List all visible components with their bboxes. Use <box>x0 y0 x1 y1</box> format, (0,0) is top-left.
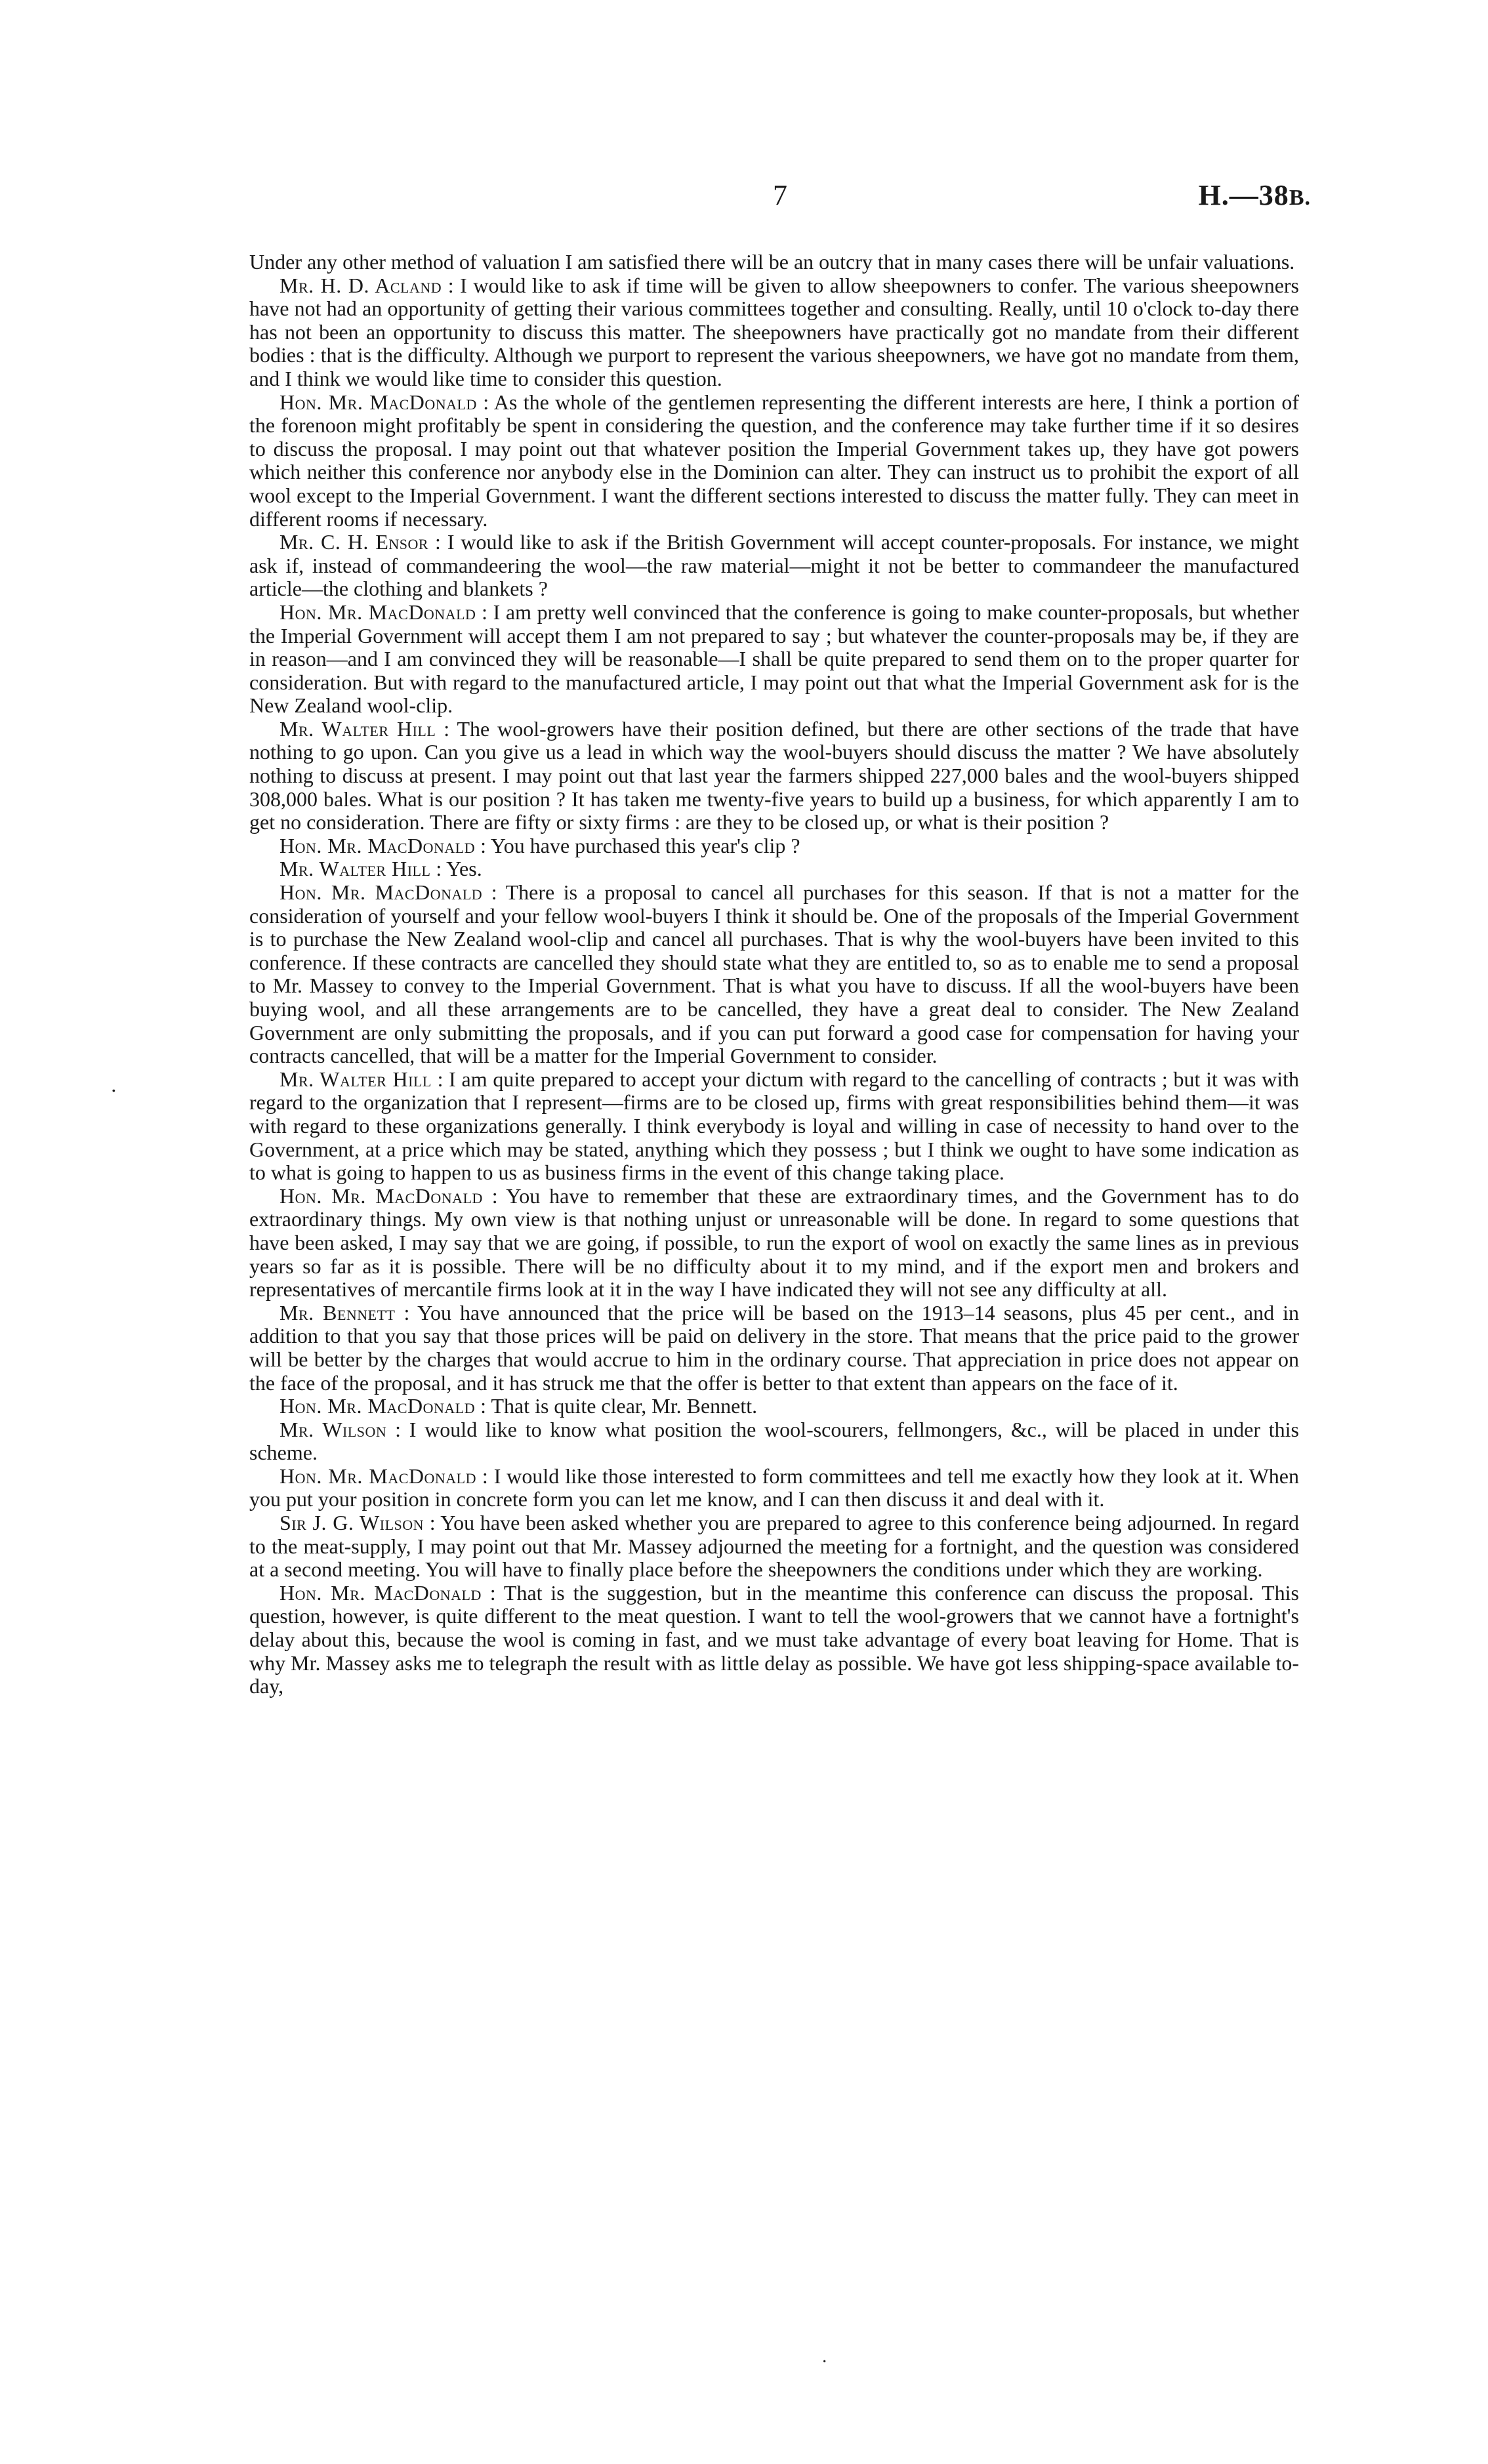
paragraph-text: : You have to remember that these are extraordinary times, and the Government has to do extraordinary things. My own view is that nothing unjust or unreasonable will be done. In regard to some questions that have been asked, I may say that we are going, if possible, to run the export of wool on exactly the same lines as in previous years so far as it is possible. There will be no difficulty about it to my mind, and if the export men and brokers and representatives of mercantile firms look at it in the way I have indicated they will not see any difficulty at all. <box>249 1183 1300 1302</box>
paragraph-text: : The wool-growers have their position defined, but there are other sections of the trade that have nothing to go upon. Can you give us a lead in which way the wool-buyers should discuss the matter ? We have absolutely nothing to discuss at present. I may point out that last year the farmers shipped 227,000 bales and the wool-buyers shipped 308,000 bales. What is our position ? It has taken me twenty-five years to build up a business, for which apparently I am to get no consideration. There are fifty or sixty firms : are they to be closed up, or what is their position ? <box>249 716 1299 834</box>
paragraph-text: : That is quite clear, Mr. Bennett. <box>475 1394 758 1418</box>
paragraph <box>249 531 1299 601</box>
paragraph-text: : You have announced that the price will be based on the 1913–14 seasons, plus 45 per cent., and in addition to that you say that those prices will be paid on delivery in the store. That means that the price paid to the grower will be better by the charges that would accrue to him in the ordinary course. That appreciation in price does not appear on the face of the proposal, and it has struck me that the offer is better to that extent than appears on the face of it. <box>249 1300 1300 1395</box>
paragraph-text: : I am quite prepared to accept your dictum with regard to the cancelling of contracts ; but it was with regard to the organization that I represent—firms are to be closed up, firms with great responsibilities behind them—it was with regard to these organizations generally. I think everybody is loyal and willing in case of necessity to hand over to the Government, at a price which may be stated, anything which they possess ; but I think we ought to have some indication as to what is going to happen to us as business firms in the event of this change taking place. <box>249 1067 1300 1185</box>
speaker-name: Mr. Walter Hill <box>279 1067 432 1091</box>
speaker-name: Mr. Wilson <box>279 1417 387 1441</box>
paragraph <box>249 1395 1299 1418</box>
document-reference-suffix: B. <box>1289 186 1311 210</box>
paragraph <box>249 391 1299 531</box>
page-header <box>249 178 1311 218</box>
paragraph-text: : There is a proposal to cancel all purchases for this season. If that is not a matter for the consideration of yourself and your fellow wool-buyers I think it should be. One of the proposals of the Imperial Government is to purchase the New Zealand wool-clip and cancel all purchases. That is why the wool-buyers have been invited to this conference. If these contracts are cancelled they should state what they are entitled to, so as to enable me to send a proposal to Mr. Massey to convey to the Imperial Government. That is what you have to discuss. If all the wool-buyers have been buying wool, and all these arrangements are to be cancelled, they have a great deal to consider. The New Zealand Government are only submitting the proposals, and if you can put forward a good case for compensation for having your contracts cancelled, that will be a matter for the Imperial Government to consider. <box>249 880 1300 1068</box>
speaker-name: Mr. Walter Hill <box>279 716 436 741</box>
paragraph-text: Under any other method of valuation I am satisfied there will be an outcry that in many cases there will be unfair valuations. <box>249 250 1295 274</box>
paragraph-text: : I would like to know what position the wool-scourers, fellmongers, &c., will be placed in under this scheme. <box>249 1417 1300 1465</box>
paragraph <box>249 601 1299 718</box>
paragraph-text: : That is the suggestion, but in the meantime this conference can discuss the proposal. This question, however, is quite different to the meat question. I want to tell the wool-growers that we cannot have a fortnight's delay about this, because the wool is coming in fast, and we must take advantage of every boat leaving for Home. That is why Mr. Massey asks me to telegraph the result with as little delay as possible. We have got less shipping-space available to-day, <box>249 1580 1300 1698</box>
speaker-name: Hon. Mr. MacDonald <box>279 390 477 414</box>
speaker-name: Hon. Mr. MacDonald <box>279 1580 482 1605</box>
paragraph <box>249 1068 1299 1185</box>
paragraph <box>249 857 1299 881</box>
speaker-name: Hon. Mr. MacDonald <box>279 600 476 624</box>
speaker-name: Mr. C. H. Ensor <box>279 530 429 554</box>
document-body <box>249 251 1299 1698</box>
speaker-name: Hon. Mr. MacDonald <box>279 1464 476 1488</box>
paragraph <box>249 274 1299 391</box>
speaker-name: Hon. Mr. MacDonald <box>279 1394 476 1418</box>
paragraph <box>249 1582 1299 1698</box>
speaker-name: Hon. Mr. MacDonald <box>279 880 483 905</box>
margin-dot: · <box>110 1078 117 1102</box>
paragraph-text: : I am pretty well convinced that the conference is going to make counter-proposals, but whether the Imperial Government will accept them I am not prepared to say ; but whatever the counter-proposals may be, if they are in reason—and I am convinced they will be reasonable—I shall be quite prepared to send them on to the proper quarter for consideration. But with regard to the manufactured article, I may point out that what the Imperial Government ask for is the New Zealand wool-clip. <box>249 600 1300 718</box>
paragraph <box>249 1465 1299 1511</box>
paragraph-text: : Yes. <box>430 857 482 881</box>
paragraph <box>249 718 1299 834</box>
speaker-name: Hon. Mr. MacDonald <box>279 833 476 857</box>
paragraph <box>249 1511 1299 1582</box>
paragraph-text: : I would like to ask if time will be given to allow sheepowners to confer. The various sheepowners have not had an opportunity of getting their various committees together and consulting. Really, until 10 o'clock to-day there has not been an opportunity to discuss this matter. The sheepowners have practically got no mandate from their different bodies : that is the difficulty. Although we purport to represent the various sheepowners, we have got no mandate from them, and I think we would like time to consider this question. <box>249 273 1300 390</box>
speaker-name: Sir J. G. Wilson <box>279 1511 424 1535</box>
paragraph <box>249 1302 1299 1395</box>
speaker-name: Mr. Walter Hill <box>279 857 431 881</box>
document-reference <box>1199 178 1311 212</box>
speaker-name: Hon. Mr. MacDonald <box>279 1183 483 1208</box>
page-number: 7 <box>773 179 787 211</box>
paragraph-text: : I would like to ask if the British Government will accept counter-proposals. For instance, we might ask if, instead of commandeering the wool—the raw material—might it not be better to commandeer the manufactured article—the clothing and blankets ? <box>249 530 1300 601</box>
paragraph <box>249 1185 1299 1302</box>
paragraph-text: : I would like those interested to form committees and tell me exactly how they look at it. When you put your position in concrete form you can let me know, and I can then discuss it and deal with it. <box>249 1464 1300 1511</box>
paragraph-text: : You have purchased this year's clip ? <box>475 833 800 857</box>
paragraph <box>249 834 1299 858</box>
paragraph <box>249 1418 1299 1465</box>
paragraph <box>249 251 1299 274</box>
paragraph-text: : You have been asked whether you are prepared to agree to this conference being adjourned. In regard to the meat-supply, I may point out that Mr. Massey adjourned the meeting for a fortnight, and the question was considered at a second meeting. You will have to finally place before the sheepowners the conditions under which they are working. <box>249 1511 1299 1582</box>
speaker-name: Mr. H. D. Acland <box>279 273 442 297</box>
paragraph-text: : As the whole of the gentlemen representing the different interests are here, I think a portion of the forenoon might profitably be spent in considering the question, and the conference may take further time if it so desires to discuss the proposal. I may point out that whatever position the Imperial Government takes up, they have got powers which neither this conference nor anybody else in the Dominion can alter. They can instruct us to prohibit the export of all wool except to the Imperial Government. I want the different sections interested to discuss the matter fully. They can meet in different rooms if necessary. <box>249 390 1300 531</box>
speaker-name: Mr. Bennett <box>279 1300 396 1324</box>
document-reference-main: H.—38 <box>1198 179 1289 211</box>
margin-dot-bottom: · <box>821 2352 828 2372</box>
paragraph <box>249 881 1299 1068</box>
